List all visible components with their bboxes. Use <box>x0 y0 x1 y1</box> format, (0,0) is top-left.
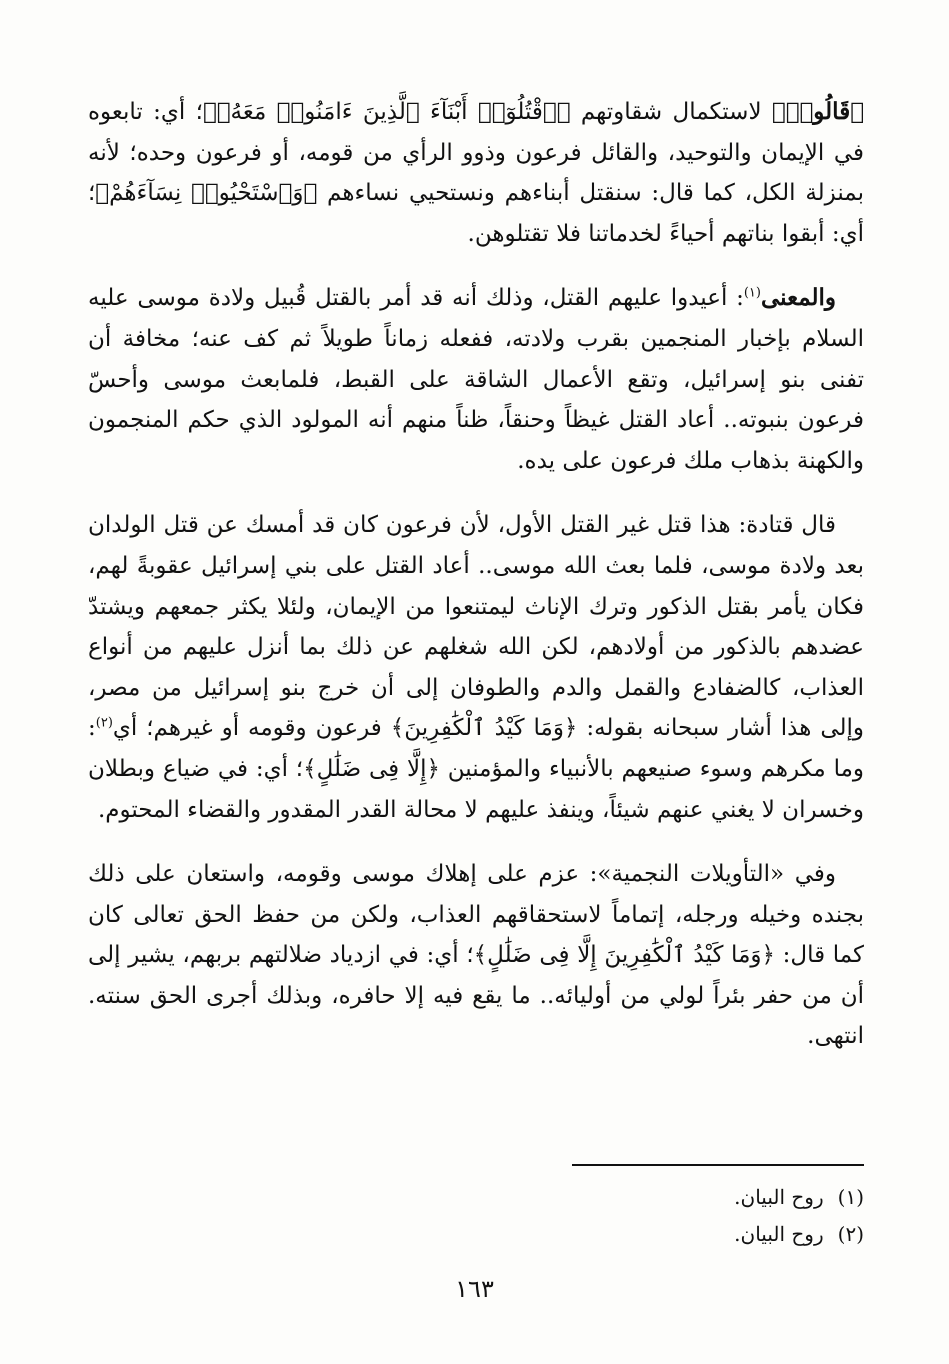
footnote-2-number: (٢) <box>837 1222 864 1246</box>
footnote-ref-1[interactable]: (١) <box>743 285 761 301</box>
footnote-1-number: (١) <box>837 1185 864 1209</box>
footnote-2-text: روح البيان. <box>734 1222 824 1246</box>
paragraph-1-text: لاستكمال شقاوتهم ﴿ٱقْتُلُوٓا۟ أَبْنَآءَ ٱلَّذِينَ ءَامَنُوا۟ مَعَهُۥ﴾؛ أي: تابعوه في الإيمان والتوحيد، والقائل فرعون وذوو الرأي من قومه، أو فرعون وحده؛ لأنه بمنزلة الكل، كما قال: سنقتل أبناءهم ونستحيي نساءهم ﴿وَٱسْتَحْيُوا۟ نِسَآءَهُمْ﴾؛ أي: أبقوا بناتهم أحياءً لخدماتنا فلا تقتلوهن. <box>88 99 864 247</box>
term-al-maana: والمعنى <box>760 284 836 312</box>
paragraph-2-text: : أعيدوا عليهم القتل، وذلك أنه قد أمر بالقتل قُبيل ولادة موسى عليه السلام بإخبار المنجمين بقرب ولادته، ففعله زماناً طويلاً ثم كف عنه؛ مخافة أن تفنى بنو إسرائيل، وتقع الأعمال الشاقة على القبط، فلمابعث موسى وأحسّ فرعون بنبوته.. أعاد القتل غيظاً وحنقاً، ظناً منهم أنه المولود الذي حكم المنجمون والكهنة بذهاب ملك فرعون على يده. <box>88 285 864 474</box>
paragraph-3-text-a: قال قتادة: هذا قتل غير القتل الأول، لأن فرعون كان قد أمسك عن قتل الولدان بعد ولادة موسى، فلما بعث الله موسى.. أعاد القتل على بني إسرائيل عقوبةً لهم، فكان يأمر بقتل الذكور وترك الإناث ليمتنعوا من الإيمان، ولئلا يكثر جمعهم ويشتدّ عضدهم بالذكور من أولادهم، لكن الله شغلهم عن ذلك بما أنزل عليهم من أنواع العذاب، كالضفادع والقمل والدم والطوفان إلى أن خرج بنو إسرائيل من مصر، وإلى هذا أشار سبحانه بقوله: ﴿وَمَا كَيْدُ ٱلْكَٰفِرِينَ﴾ فرعون وقومه أو غيرهم؛ أي <box>88 512 864 742</box>
paragraph-4 <box>88 854 864 1057</box>
body-text <box>88 92 864 1081</box>
footnote-1-text: روح البيان. <box>734 1185 824 1209</box>
paragraph-2 <box>88 278 864 481</box>
page-number: ١٦٣ <box>455 1275 494 1303</box>
paragraph-4-text: وفي «التأويلات النجمية»: عزم على إهلاك موسى وقومه، واستعان على ذلك بجنده وخيله ورجله، إتماماً لاستحقاقهم العذاب، ولكن من حفظ الحق تعالى كان كما قال: ﴿وَمَا كَيْدُ ٱلْكَٰفِرِينَ إِلَّا فِى ضَلَٰلٍ﴾؛ أي: في ازدياد ضلالتهم بربهم، يشير إلى أن من حفر بئراً لولي من أوليائه.. ما يقع فيه إلا حافره، وبذلك أجرى الحق سنته. انتهى. <box>88 861 864 1050</box>
footnote-2 <box>364 1217 864 1251</box>
paragraph-1 <box>88 92 864 254</box>
footnote-divider <box>572 1164 864 1166</box>
footnotes <box>364 1180 864 1254</box>
quran-word-qalu: ﴿قَالُوا۟﴾ <box>771 98 864 125</box>
paragraph-3-text-b: : وما مكرهم وسوء صنيعهم بالأنبياء والمؤمنين ﴿إِلَّا فِى ضَلَٰلٍ﴾؛ أي: في ضياع وبطلان وخسران لا يغني عنهم شيئاً، وينفذ عليهم لا محالة القدر المقدور والقضاء المحتوم. <box>88 715 864 823</box>
footnote-1 <box>364 1180 864 1214</box>
footnote-ref-2[interactable]: (٢) <box>95 715 113 731</box>
paragraph-3 <box>88 505 864 830</box>
